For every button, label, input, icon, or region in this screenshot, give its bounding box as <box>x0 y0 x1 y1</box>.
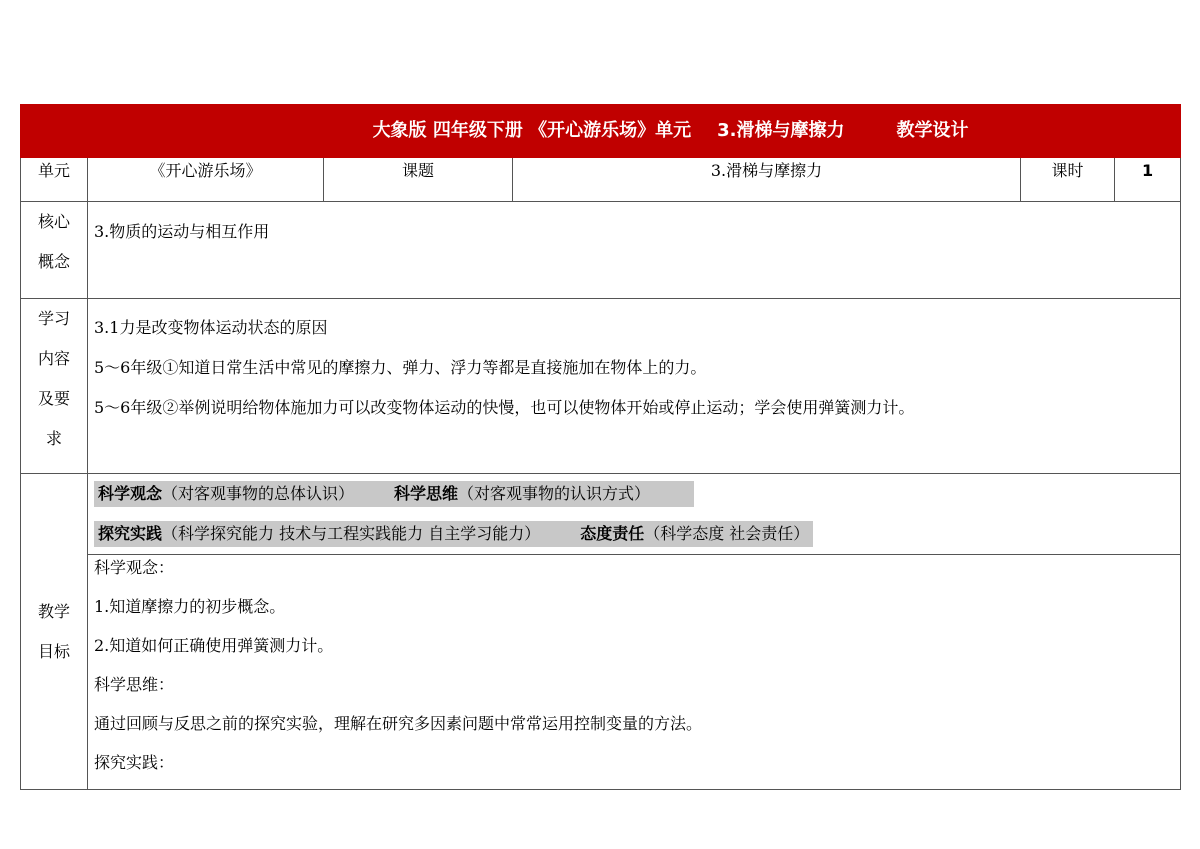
learning-row <box>21 299 1181 474</box>
topic-value: 3.滑梯与摩擦力 <box>513 158 1021 202</box>
legend-attitude-desc: （科学态度 社会责任） <box>644 524 810 544</box>
goal-item: 通过回顾与反思之前的探究实验，理解在研究多因素问题中常常运用控制变量的方法。 <box>94 714 703 733</box>
title-part-lesson: 3.滑梯与摩擦力 <box>717 120 845 142</box>
legend-highlight-1 <box>94 481 694 506</box>
learning-line-1: 3.1力是改变物体运动状态的原因 <box>94 318 328 337</box>
goals-legend <box>88 474 1181 555</box>
info-row <box>21 158 1181 202</box>
core-concept-label: 核心 概念 <box>21 202 88 299</box>
goal-item: 科学思维： <box>94 675 175 694</box>
lesson-plan-table <box>20 104 1181 790</box>
title-row <box>21 105 1181 158</box>
title-part-design: 教学设计 <box>896 120 969 142</box>
period-value: 1 <box>1115 158 1181 202</box>
legend-concept-desc: （对客观事物的总体认识） <box>162 484 355 504</box>
goal-item: 探究实践： <box>94 753 175 772</box>
period-label: 课时 <box>1021 158 1115 202</box>
goals-label: 教学 目标 <box>21 474 88 790</box>
unit-value: 《开心游乐场》 <box>88 158 324 202</box>
goals-legend-row <box>21 474 1181 555</box>
goal-item: 科学观念： <box>94 558 175 577</box>
goal-item: 1.知道摩擦力的初步概念。 <box>94 597 286 616</box>
legend-practice-desc: （科学探究能力 技术与工程实践能力 自主学习能力） <box>162 524 541 544</box>
legend-line-2 <box>88 514 1180 554</box>
goal-item: 2.知道如何正确使用弹簧测力计。 <box>94 636 334 655</box>
legend-thinking-desc: （对客观事物的认识方式） <box>458 484 651 504</box>
legend-thinking-title: 科学思维 <box>394 484 459 504</box>
document-title <box>21 105 1181 158</box>
goals-content <box>88 555 1181 790</box>
legend-line-1 <box>88 474 1180 514</box>
core-concept-row <box>21 202 1181 299</box>
legend-practice-title: 探究实践 <box>98 524 163 544</box>
title-part-edition: 大象版 四年级下册 《开心游乐场》单元 <box>372 120 692 142</box>
topic-label: 课题 <box>324 158 513 202</box>
legend-concept-title: 科学观念 <box>98 484 163 504</box>
legend-attitude-title: 态度责任 <box>580 524 645 544</box>
learning-line-2: 5～6年级①知道日常生活中常见的摩擦力、弹力、浮力等都是直接施加在物体上的力。 <box>94 358 707 377</box>
legend-highlight-2 <box>94 521 813 546</box>
learning-content <box>88 299 1181 474</box>
unit-label: 单元 <box>21 158 88 202</box>
goals-content-row <box>21 555 1181 790</box>
core-concept-content: 3.物质的运动与相互作用 <box>88 202 1181 299</box>
learning-label: 学习 内容 及要 求 <box>21 299 88 474</box>
learning-line-3: 5～6年级②举例说明给物体施加力可以改变物体运动的快慢，也可以使物体开始或停止运动；学会使用弹簧测力计。 <box>94 398 915 417</box>
